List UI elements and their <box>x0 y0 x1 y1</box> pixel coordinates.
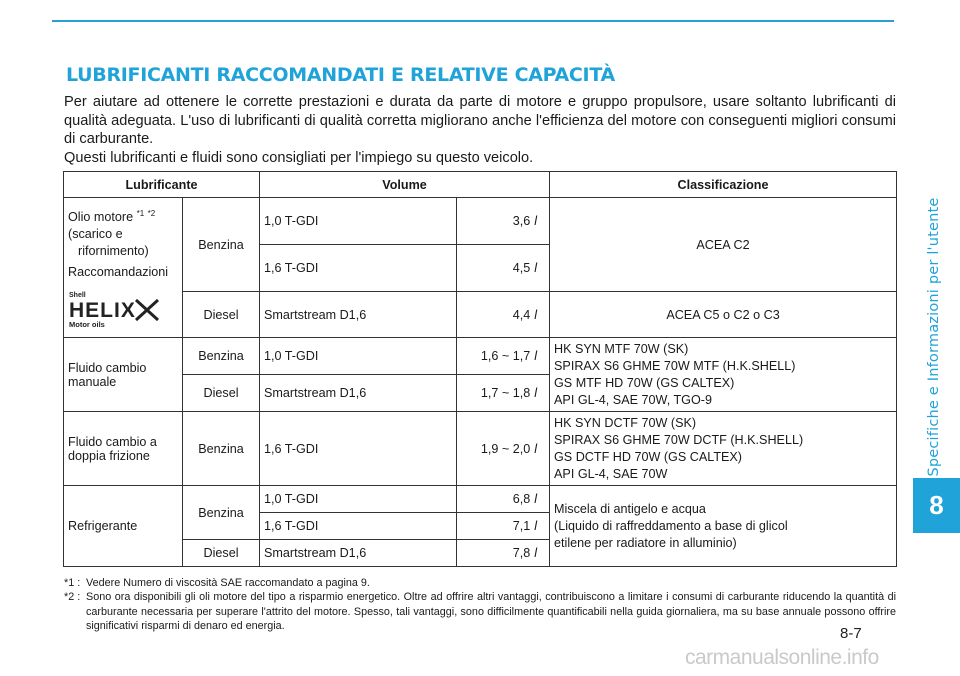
volume-value: 3,6 <box>512 214 531 228</box>
volume-value: 6,8 <box>512 492 531 506</box>
footnote-ref-1: *1 <box>136 209 145 218</box>
unit-label: l <box>534 546 538 560</box>
fuel-benzina: Benzina <box>183 198 260 292</box>
classification-line: Miscela di antigelo e acqua <box>554 501 706 516</box>
classification-cell: ACEA C5 o C2 o C3 <box>550 292 897 338</box>
classification-line: SPIRAX S6 GHME 70W DCTF (H.K.SHELL) <box>554 432 804 447</box>
unit-label: l <box>534 349 538 363</box>
table-row <box>64 486 897 513</box>
manual-fluid-cell <box>64 338 183 412</box>
header-volume: Volume <box>260 172 550 198</box>
unit-label: l <box>534 492 538 506</box>
volume-cell <box>457 513 550 540</box>
engine-cell: 1,0 T-GDI <box>260 198 457 245</box>
manual-fluid-label-1: Fluido cambio <box>68 360 147 375</box>
classification-line: HK SYN MTF 70W (SK) <box>554 341 689 356</box>
classification-line: etilene per radiatore in alluminio) <box>554 535 737 550</box>
page-title: LUBRIFICANTI RACCOMANDATI E RELATIVE CAPACITÀ <box>66 64 615 86</box>
unit-label: l <box>534 307 538 322</box>
dct-fluid-label-1: Fluido cambio a <box>68 434 157 449</box>
dct-fluid-label-2: doppia frizione <box>68 448 150 463</box>
volume-cell <box>457 292 550 338</box>
classification-line: SPIRAX S6 GHME 70W MTF (H.K.SHELL) <box>554 358 796 373</box>
volume-cell <box>457 375 550 412</box>
engine-cell: 1,0 T-GDI <box>260 338 457 375</box>
chapter-title: Specifiche e Informazioni per l'utente <box>926 197 942 477</box>
intro-paragraph-2: Questi lubrificanti e fluidi sono consigliati per l'impiego su questo veicolo. <box>64 150 534 166</box>
watermark: carmanualsonline.info <box>685 646 879 669</box>
unit-label: l <box>534 519 538 533</box>
shell-helix-logo <box>68 289 162 329</box>
volume-value: 4,4 <box>512 307 531 322</box>
engine-cell: Smartstream D1,6 <box>260 375 457 412</box>
volume-cell <box>457 540 550 567</box>
classification-cell <box>550 486 897 567</box>
intro-paragraph: Per aiutare ad ottenere le corrette prestazioni e durata da parte di motore e gruppo propulsore, usare soltanto lubrificanti di qualità adeguata. L'uso di lubrificanti di qualità corretta migliorano anche l'efficienza del motore con conseguenti migliori consumi di carburante. <box>64 94 896 148</box>
engine-oil-recommendations: Raccomandazioni <box>68 265 169 279</box>
footnote-mark: *1 : <box>64 577 81 589</box>
volume-value: 7,1 <box>512 519 531 533</box>
engine-cell: 1,6 T-GDI <box>260 513 457 540</box>
engine-cell: 1,6 T-GDI <box>260 412 457 486</box>
unit-label: l <box>534 386 538 400</box>
volume-value: 4,5 <box>512 261 531 275</box>
lubricants-table <box>63 171 897 567</box>
volume-value: 7,8 <box>512 546 531 560</box>
classification-line: API GL-4, SAE 70W, TGO-9 <box>554 392 712 407</box>
engine-cell: Smartstream D1,6 <box>260 540 457 567</box>
engine-oil-sub2: rifornimento) <box>78 244 149 258</box>
unit-label: l <box>534 441 538 456</box>
classification-cell: ACEA C2 <box>550 198 897 292</box>
engine-oil-cell <box>64 198 183 338</box>
fuel-benzina: Benzina <box>183 412 260 486</box>
fuel-diesel: Diesel <box>183 292 260 338</box>
footnotes <box>64 576 896 634</box>
chapter-sidebar-label <box>920 198 948 476</box>
engine-cell: 1,0 T-GDI <box>260 486 457 513</box>
volume-cell <box>457 338 550 375</box>
logo-sub: Motor oils <box>69 320 105 329</box>
footnote-ref-2: *2 <box>147 209 156 218</box>
unit-label: l <box>534 214 538 228</box>
fuel-diesel: Diesel <box>183 540 260 567</box>
volume-value: 1,9 ~ 2,0 <box>480 441 531 456</box>
header-rule <box>52 20 894 22</box>
fuel-diesel: Diesel <box>183 375 260 412</box>
engine-oil-sub1: (scarico e <box>68 227 123 241</box>
classification-line: HK SYN DCTF 70W (SK) <box>554 415 697 430</box>
volume-cell <box>457 412 550 486</box>
header-lubricant: Lubrificante <box>64 172 260 198</box>
unit-label: l <box>534 261 538 275</box>
engine-cell: 1,6 T-GDI <box>260 245 457 292</box>
logo-brand: Shell <box>69 292 86 299</box>
classification-line: GS MTF HD 70W (GS CALTEX) <box>554 375 735 390</box>
volume-cell <box>457 198 550 245</box>
table-row <box>64 338 897 375</box>
footnote-mark: *2 : <box>64 591 81 604</box>
classification-cell <box>550 412 897 486</box>
manual-fluid-label-2: manuale <box>68 374 117 389</box>
page-number: 8-7 <box>840 625 862 642</box>
logo-name: HELIX <box>69 299 136 322</box>
table-header-row <box>64 172 897 198</box>
table-row <box>64 292 897 338</box>
volume-value: 1,6 ~ 1,7 <box>480 349 531 363</box>
classification-line: API GL-4, SAE 70W <box>554 466 668 481</box>
classification-line: (Liquido di raffreddamento a base di glicol <box>554 518 788 533</box>
table-row <box>64 412 897 486</box>
dct-fluid-cell <box>64 412 183 486</box>
table-row <box>64 198 897 245</box>
volume-value: 1,7 ~ 1,8 <box>480 386 531 400</box>
fuel-benzina: Benzina <box>183 338 260 375</box>
volume-cell <box>457 486 550 513</box>
engine-cell: Smartstream D1,6 <box>260 292 457 338</box>
fuel-benzina: Benzina <box>183 486 260 540</box>
engine-oil-label: Olio motore <box>68 210 134 224</box>
footnote-text: Sono ora disponibili gli oli motore del tipo a risparmio energetico. Oltre ad offrire altri vantaggi, contribuiscono a limitare i consumi di carburante riducendo la quantità di carburante necessaria per superare l'attrito del motore. Spesso, tali vantaggi, sono difficilmente quantificabili nella guida giornaliera, ma su base annuale possono offrire significativi risparmi di denaro ed energia. <box>86 591 896 633</box>
header-classification: Classificazione <box>550 172 897 198</box>
classification-line: GS DCTF HD 70W (GS CALTEX) <box>554 449 743 464</box>
chapter-number-tab: 8 <box>913 478 960 533</box>
footnote-text: Vedere Numero di viscosità SAE raccomandato a pagina 9. <box>86 577 370 589</box>
volume-cell <box>457 245 550 292</box>
classification-cell <box>550 338 897 412</box>
coolant-cell: Refrigerante <box>64 486 183 567</box>
footnote-1 <box>64 576 896 590</box>
footnote-2 <box>64 590 896 633</box>
